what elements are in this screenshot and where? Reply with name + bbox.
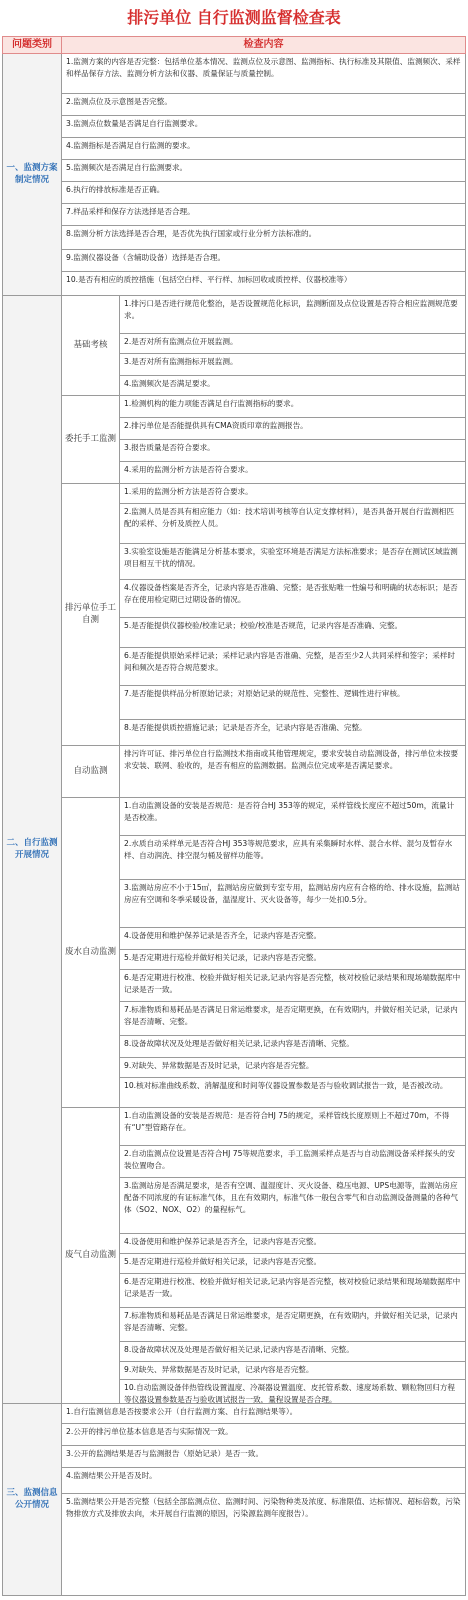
item-1-5: 5.监测频次是否满足自行监测要求。 (62, 160, 466, 182)
item-2f-8: 8.设备故障状况及处理是否做好相关记录,记录内容是否清晰、完整。 (120, 1342, 466, 1362)
item-2c-4: 4.仪器设备档案是否齐全，记录内容是否准确、完整；是否张贴唯一性编号和明确的状态标识；是否存在使用检定期已过期设备的情况。 (120, 580, 466, 618)
item-1-7: 7.样品采样和保存方法选择是否合理。 (62, 204, 466, 226)
page-title: 排污单位 自行监测监督检查表 (127, 8, 341, 27)
group-exhaust-auto: 废气自动监测 (62, 1108, 120, 1404)
item-1-9: 9.监测仪器设备（含辅助设备）选择是否合理。 (62, 250, 466, 272)
category-3: 三、监测信息公开情况 (2, 1404, 62, 1596)
item-2e-3: 3.监测站房应不小于15㎡，监测站房应做到专室专用，监测站房内应有合格的给、排水设施，监测站房应有空调和冬季采暖设备，温湿度计、灭火设备等，每少一处扣0.5分。 (120, 880, 466, 928)
item-2f-2: 2.自动监测点位设置是否符合HJ 75等规范要求，手工监测采样点是否与自动监测设备采样探头的安装位置吻合。 (120, 1146, 466, 1178)
item-2c-5: 5.是否能提供仪器校验/校准记录；校验/校准是否规范，记录内容是否准确、完整。 (120, 618, 466, 648)
item-1-1: 1.监测方案的内容是否完整：包括单位基本情况、监测点位及示意图、监测指标、执行标准及其限值、监测频次、采样和样品保存方法、监测分析方法和仪器、质量保证与质量控制。 (62, 54, 466, 94)
item-2f-7: 7.标准物质和易耗品是否满足日常运维要求，是否定期更换，在有效期内，并做好相关记录，记录内容是否清晰、完整。 (120, 1308, 466, 1342)
item-2c-6: 6.是否能提供原始采样记录；采样记录内容是否准确、完整，是否至少2人共同采样和签字；采样时间和频次是否符合规范要求。 (120, 648, 466, 686)
item-1-2: 2.监测点位及示意图是否完整。 (62, 94, 466, 116)
category-1: 一、监测方案制定情况 (2, 54, 62, 296)
item-2e-5: 5.是否定期进行巡检并做好相关记录，记录内容是否完整。 (120, 950, 466, 970)
group-self-manual: 排污单位手工自测 (62, 484, 120, 746)
group-basic: 基础考核 (62, 296, 120, 396)
group-entrusted: 委托手工监测 (62, 396, 120, 484)
item-2e-2: 2.水质自动采样单元是否符合HJ 353等规范要求，应具有采集瞬时水样、混合水样、混匀及暂存水样、自动润洗、排空混匀桶及留样功能等。 (120, 836, 466, 880)
item-1-10: 10.是否有相应的质控措施（包括空白样、平行样、加标回收或质控样、仪器校准等） (62, 272, 466, 296)
item-2d-1: 排污许可证、排污单位自行监测技术指南或其他管理规定，要求安装自动监测设备，排污单位未按要求安装、联网、验收的，是否有相应的监测数据。监测点位完成率是否满足要求。 (120, 746, 466, 798)
item-2b-1: 1.检测机构的能力项能否满足自行监测指标的要求。 (120, 396, 466, 418)
item-2f-5: 5.是否定期进行巡检并做好相关记录，记录内容是否完整。 (120, 1254, 466, 1274)
item-2c-1: 1.采用的监测分析方法是否符合要求。 (120, 484, 466, 504)
table-header (2, 36, 466, 54)
item-2c-7: 7.是否能提供样品分析原始记录；对原始记录的规范性、完整性、逻辑性进行审核。 (120, 686, 466, 720)
item-1-6: 6.执行的排放标准是否正确。 (62, 182, 466, 204)
item-2e-7: 7.标准物质和易耗品是否满足日常运维要求，是否定期更换，在有效期内，并做好相关记录，记录内容是否清晰、完整。 (120, 1002, 466, 1036)
item-2a-3: 3.是否对所有监测指标开展监测。 (120, 354, 466, 376)
item-2f-4: 4.设备使用和维护保养记录是否齐全，记录内容是否完整。 (120, 1234, 466, 1254)
item-2f-6: 6.是否定期进行校准、校验并做好相关记录,记录内容是否完整，核对校验记录结果和现场端数据库中记录是否一致。 (120, 1274, 466, 1308)
item-3-4: 4.监测结果公开是否及时。 (62, 1468, 466, 1494)
item-2a-1: 1.排污口是否进行规范化整治，是否设置规范化标识，监测断面及点位设置是否符合相应监测规范要求。 (120, 296, 466, 334)
item-2a-2: 2.是否对所有监测点位开展监测。 (120, 334, 466, 354)
item-2a-4: 4.监测频次是否满足要求。 (120, 376, 466, 396)
header-category: 问题类别 (2, 36, 62, 54)
item-2e-4: 4.设备使用和维护保养记录是否齐全，记录内容是否完整。 (120, 928, 466, 950)
header-content: 检查内容 (62, 36, 466, 54)
item-3-3: 3.公开的监测结果是否与监测报告（原始记录）是否一致。 (62, 1446, 466, 1468)
item-2c-2: 2.监测人员是否具有相应能力（如：技术培训考核等自认定支撑材料），是否具备开展自行监测相匹配的采样、分析及质控人员。 (120, 504, 466, 544)
group-auto: 自动监测 (62, 746, 120, 798)
item-3-2: 2.公开的排污单位基本信息是否与实际情况一致。 (62, 1424, 466, 1446)
item-1-3: 3.监测点位数量是否满足自行监测要求。 (62, 116, 466, 138)
item-2f-9: 9.对缺失、异常数据是否及时记录，记录内容是否完整。 (120, 1362, 466, 1380)
item-2f-10: 10.自动监测设备伴热管线设置温度、冷凝器设置温度、皮托管系数、速度场系数、颗粒物回归方程等仪器设置参数是否与验收调试报告一致，量程设置是否合理。 (120, 1380, 466, 1404)
category-2: 二、自行监测开展情况 (2, 296, 62, 1404)
item-1-4: 4.监测指标是否满足自行监测的要求。 (62, 138, 466, 160)
item-2e-10: 10.核对标准曲线系数、消解温度和时间等仪器设置参数是否与验收调试报告一致，是否被改动。 (120, 1078, 466, 1108)
item-2f-1: 1.自动监测设备的安装是否规范：是否符合HJ 75的规定，采样管线长度原则上不超过70m，不得有“U”型管路存在。 (120, 1108, 466, 1146)
item-2b-4: 4.采用的监测分析方法是否符合要求。 (120, 462, 466, 484)
item-2e-1: 1.自动监测设备的安装是否规范：是否符合HJ 353等的规定，采样管线长度应不超过50m，流量计是否校准。 (120, 798, 466, 836)
item-2b-3: 3.报告质量是否符合要求。 (120, 440, 466, 462)
item-1-8: 8.监测分析方法选择是否合理，是否优先执行国家或行业分析方法标准的。 (62, 226, 466, 250)
item-2c-3: 3.实验室设施是否能满足分析基本要求，实验室环境是否满足方法标准要求；是否存在测试区域监测项目相互干扰的情况。 (120, 544, 466, 580)
group-wastewater-auto: 废水自动监测 (62, 798, 120, 1108)
item-2c-8: 8.是否能提供质控措施记录；记录是否齐全，记录内容是否准确、完整。 (120, 720, 466, 746)
item-2e-9: 9.对缺失、异常数据是否及时记录，记录内容是否完整。 (120, 1058, 466, 1078)
item-2e-6: 6.是否定期进行校准、校验并做好相关记录,记录内容是否完整，核对校验记录结果和现场端数据库中记录是否一致。 (120, 970, 466, 1002)
item-2b-2: 2.排污单位是否能提供具有CMA资质印章的监测报告。 (120, 418, 466, 440)
item-3-5: 5.监测结果公开是否完整（包括全部监测点位、监测时间、污染物种类及浓度、标准限值、达标情况、超标倍数，污染物排放方式及排放去向，未开展自行监测的原因，污染源监测年度报告）。 (62, 1494, 466, 1596)
item-2e-8: 8.设备故障状况及处理是否做好相关记录,记录内容是否清晰、完整。 (120, 1036, 466, 1058)
item-3-1: 1.自行监测信息是否按要求公开（自行监测方案、自行监测结果等）。 (62, 1404, 466, 1424)
item-2f-3: 3.监测站房是否满足要求，是否有空调、温湿度计、灭火设备、稳压电源、UPS电源等，监测站房应配备不同浓度的有证标准气体，且在有效期内，标准气体一般包含零气和自动监测设备测量的各种气体（SO2、NOX、O2）的量程标气。 (120, 1178, 466, 1234)
